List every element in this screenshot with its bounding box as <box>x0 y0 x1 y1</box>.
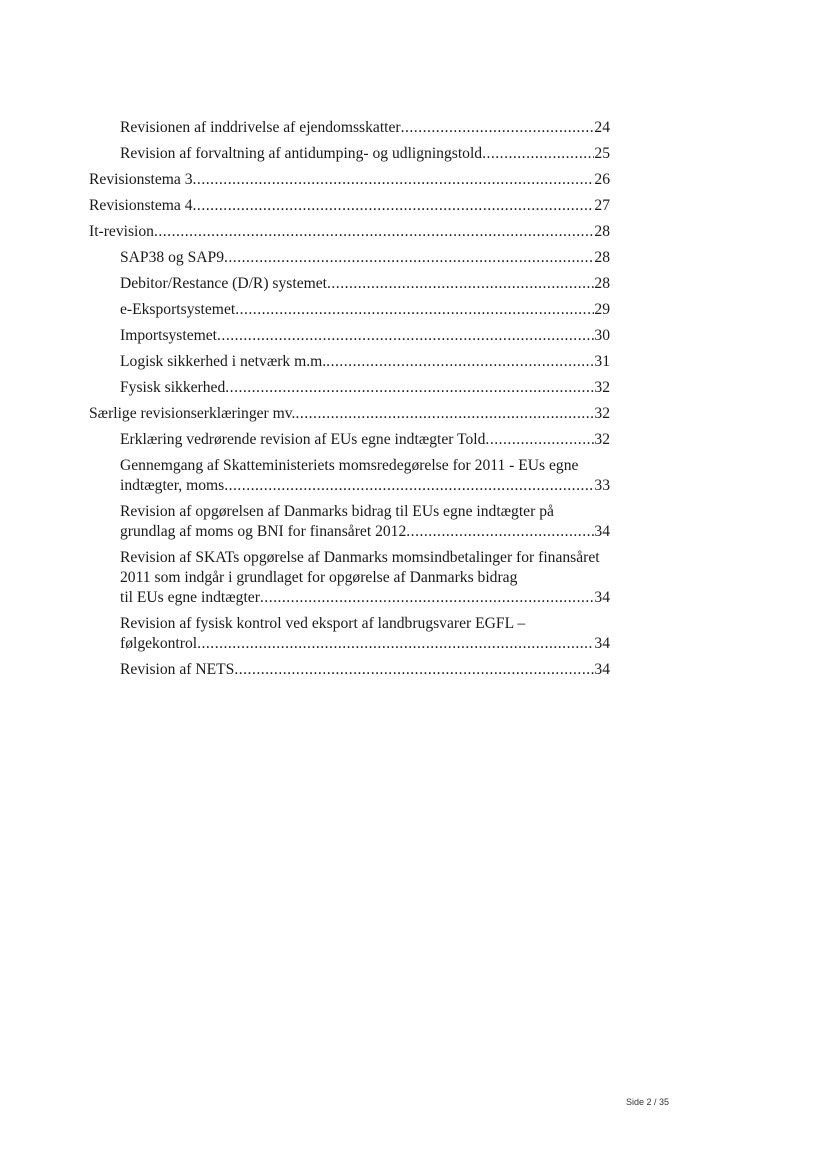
toc-entry[interactable] <box>89 614 610 654</box>
toc-entry-page: 34 <box>594 635 610 652</box>
toc-entry[interactable] <box>89 300 610 320</box>
toc-entry[interactable] <box>89 430 610 450</box>
toc-entry-title-lead: Gennemgang af Skatteministeriets momsredegørelse for 2011 - EUs egne <box>120 457 579 474</box>
toc-entry-page: 32 <box>594 379 610 396</box>
toc-entry-page: 24 <box>594 119 610 136</box>
toc-entry-title: Fysisk sikkerhed <box>120 379 226 396</box>
toc-dot-leader <box>485 430 594 450</box>
toc-entry-page: 33 <box>594 477 610 494</box>
toc-dot-leader <box>327 274 594 294</box>
toc-dot-leader <box>224 476 594 496</box>
table-of-contents <box>89 118 610 686</box>
toc-entry[interactable] <box>89 548 610 608</box>
toc-entry[interactable] <box>89 170 610 190</box>
toc-entry-page: 29 <box>594 301 610 318</box>
toc-dot-leader <box>482 144 594 164</box>
toc-entry-title: Revision af forvaltning af antidumping- og udligningstold <box>120 145 483 162</box>
toc-dot-leader <box>234 660 594 680</box>
toc-entry[interactable] <box>89 144 610 164</box>
toc-entry-title: Revisionen af inddrivelse af ejendomsskatter <box>120 119 401 136</box>
toc-entry-title-lead: Revision af fysisk kontrol ved eksport af landbrugsvarer EGFL – <box>120 615 526 632</box>
toc-entry-title: Revisionstema 3 <box>89 171 193 188</box>
toc-entry-title: Erklæring vedrørende revision af EUs egne indtægter Told <box>120 431 486 448</box>
toc-entry-page: 34 <box>594 523 610 540</box>
toc-entry-page: 26 <box>594 171 610 188</box>
toc-dot-leader <box>193 170 595 190</box>
toc-entry-page: 30 <box>594 327 610 344</box>
toc-entry-page: 32 <box>594 405 610 422</box>
toc-entry-title: Særlige revisionserklæringer mv. <box>89 405 296 422</box>
toc-entry-page: 34 <box>594 589 610 606</box>
toc-entry-page: 25 <box>594 145 610 162</box>
toc-dot-leader <box>217 326 594 346</box>
toc-entry-title: Revision af NETS <box>120 661 235 678</box>
toc-dot-leader <box>401 118 595 138</box>
toc-entry-page: 31 <box>594 353 610 370</box>
toc-entry-page: 32 <box>594 431 610 448</box>
toc-entry-title: Logisk sikkerhed i netværk m.m. <box>120 353 327 370</box>
toc-entry[interactable] <box>89 352 610 372</box>
toc-dot-leader <box>154 222 594 242</box>
toc-entry-title: Debitor/Restance (D/R) systemet <box>120 275 327 292</box>
toc-dot-leader <box>326 352 594 372</box>
toc-entry-title: SAP38 og SAP9 <box>120 249 224 266</box>
toc-entry-title: Revisionstema 4 <box>89 197 193 214</box>
toc-entry[interactable] <box>89 274 610 294</box>
toc-entry-page: 27 <box>594 197 610 214</box>
toc-entry-title: til EUs egne indtægter <box>120 589 260 606</box>
toc-dot-leader <box>197 634 594 654</box>
toc-entry[interactable] <box>89 196 610 216</box>
page-number-footer: Side 2 / 35 <box>626 1097 670 1107</box>
toc-entry[interactable] <box>89 404 610 424</box>
toc-dot-leader <box>235 300 594 320</box>
toc-entry-title-lead: Revision af SKATs opgørelse af Danmarks momsindbetalinger for finansåret 2011 som indgår i grundlaget for opgørelse af Danmarks bidrag <box>120 549 600 586</box>
toc-entry-title: grundlag af moms og BNI for finansåret 2012 <box>120 523 407 540</box>
toc-entry-title: følgekontrol <box>120 635 198 652</box>
toc-entry[interactable] <box>89 660 610 680</box>
toc-dot-leader <box>225 378 594 398</box>
toc-dot-leader <box>193 196 595 216</box>
toc-entry[interactable] <box>89 118 610 138</box>
toc-entry-page: 34 <box>594 661 610 678</box>
toc-entry-page: 28 <box>594 223 610 240</box>
toc-entry-title: indtægter, moms <box>120 477 225 494</box>
toc-entry[interactable] <box>89 378 610 398</box>
toc-entry[interactable] <box>89 326 610 346</box>
toc-entry[interactable] <box>89 502 610 542</box>
toc-entry-page: 28 <box>594 275 610 292</box>
toc-dot-leader <box>224 248 594 268</box>
toc-entry[interactable] <box>89 248 610 268</box>
toc-entry-title: It-revision <box>89 223 154 240</box>
toc-dot-leader <box>260 588 595 608</box>
toc-entry[interactable] <box>89 456 610 496</box>
toc-dot-leader <box>406 522 594 542</box>
toc-entry-page: 28 <box>594 249 610 266</box>
toc-entry-title-lead: Revision af opgørelsen af Danmarks bidrag til EUs egne indtægter på <box>120 503 554 520</box>
toc-dot-leader <box>295 404 594 424</box>
toc-entry[interactable] <box>89 222 610 242</box>
toc-entry-title: Importsystemet <box>120 327 218 344</box>
toc-entry-title: e-Eksportsystemet <box>120 301 236 318</box>
